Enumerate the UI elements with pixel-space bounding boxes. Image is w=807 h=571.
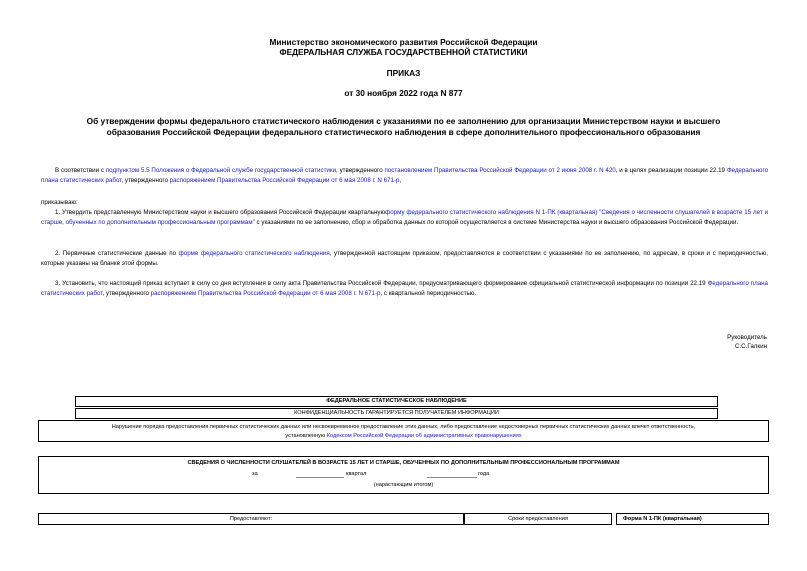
- quarter-field[interactable]: [296, 477, 344, 478]
- year-field[interactable]: [427, 477, 477, 478]
- form-report-box: [38, 456, 769, 494]
- link-regulation-5-5[interactable]: подпунктом 5.5 Положения о Федеральной службе государственной статистики: [105, 167, 337, 174]
- form-code-cell: Форма N 1-ПК (квартальная): [616, 513, 769, 525]
- deadlines-cell: Сроки предоставления: [464, 513, 612, 525]
- form-violation-box: [38, 420, 769, 442]
- service-heading: ФЕДЕРАЛЬНАЯ СЛУЖБА ГОСУДАРСТВЕННОЙ СТАТИСТИКИ: [279, 47, 528, 57]
- violation-text-2: установленную Кодексом Российской Федерации об административных правонарушениях: [285, 433, 522, 439]
- violation-text: Нарушение порядка предоставления первичных статистических данных или несвоевременное предоставление этих данных, либо предоставление недостоверных первичных статистических данных влечет ответственность,: [111, 424, 696, 430]
- signature-name: С.С.Галкин: [734, 343, 767, 350]
- paragraph-item-1: 1. Утвердить представленную Министерством науки и высшего образования Российской Федерации квартальнуюформу федерального статистического наблюдения N 1-ПК (квартальная) "Сведения о численности слушателей в возрасте 15 лет и старше, обученных по дополнительным профессиональным программам" с указаниями по ее заполнению, сбор и обработка данных по которой осуществляется в системе Министерства науки и высшего образования Российской Федерации.: [41, 209, 768, 226]
- cumulative-note: (нарастающим итогом): [373, 482, 434, 488]
- order-date: от 30 ноября 2022 года N 877: [344, 88, 463, 98]
- submitters-cell: Предоставляют:: [38, 513, 464, 525]
- signature-role: Руководитель: [727, 334, 767, 341]
- for-label: за: [252, 471, 258, 477]
- report-title: СВЕДЕНИЯ О ЧИСЛЕННОСТИ СЛУШАТЕЛЕЙ В ВОЗРАСТЕ 15 ЛЕТ И СТАРШЕ, ОБУЧЕННЫХ ПО ДОПОЛНИТЕЛЬНЫМ ПРОФЕССИОНАЛЬНЫМ ПРОГРАММАМ: [187, 460, 620, 466]
- form-fso-box: ФЕДЕРАЛЬНОЕ СТАТИСТИЧЕСКОЕ НАБЛЮДЕНИЕ: [75, 396, 718, 407]
- paragraph-basis: В соответствии с подпунктом 5.5 Положения о Федеральной службе государственной статистики, утвержденного постановлением Правительства Российской Федерации от 2 июня 2008 г. N 420, и в целях реализации позиции 22.19 Федерального плана статистических работ, утвержденного распоряжением Правительства Российской Федерации от 6 мая 2008 г. N 671-р,: [41, 167, 769, 184]
- link-order-671-r[interactable]: распоряжением Правительства Российской Федерации от 6 мая 2008 г. N 671-р: [169, 176, 400, 184]
- link-federal-plan[interactable]: Федерального плана статистических работ: [41, 167, 769, 184]
- link-admin-code[interactable]: Кодексом Российской Федерации об административных правонарушениях: [326, 433, 522, 439]
- link-federal-plan-2[interactable]: Федерального плана статистических работ: [41, 280, 768, 297]
- order-title: Об утверждении формы федерального статистического наблюдения с указаниями по ее заполнению для организации Министерством науки и высшего образования Российской Федерации федерального статистического наблюдения в сфере дополнительного профессионального образования: [86, 116, 721, 137]
- link-order-671-r-2[interactable]: распоряжением Правительства Российской Федерации от 6 мая 2008 г. N 671-р: [150, 289, 381, 297]
- year-label: года: [478, 471, 490, 477]
- quarter-label: квартал: [346, 471, 367, 477]
- link-form-observation[interactable]: форме федерального статистического наблюдения: [178, 250, 330, 257]
- order-heading: ПРИКАЗ: [386, 68, 421, 78]
- paragraph-item-2: 2. Первичные статистические данные по форме федерального статистического наблюдения, утвержденной настоящим приказом, предоставляются в соответствии с указаниями по ее заполнению, по адресам, в сроки и с периодичностью, которые указаны на бланке этой формы.: [41, 250, 768, 267]
- form-confidential-box: КОНФИДЕНЦИАЛЬНОСТЬ ГАРАНТИРУЕТСЯ ПОЛУЧАТЕЛЕМ ИНФОРМАЦИИ: [75, 408, 718, 419]
- ministry-heading: Министерство экономического развития Российской Федерации: [269, 37, 538, 47]
- paragraph-item-3: 3. Установить, что настоящий приказ вступает в силу со дня вступления в силу акта Правительства Российской Федерации, предусматривающего формирование официальной статистической информации по позиции 22.19 Федерального плана статистических работ, утвержденного распоряжением Правительства Российской Федерации от 6 мая 2008 г. N 671-р, с квартальной периодичностью.: [41, 280, 768, 297]
- ordering-word: приказываю:: [41, 199, 78, 206]
- link-resolution-420[interactable]: постановлением Правительства Российской Федерации от 2 июня 2008 г. N 420: [384, 167, 616, 174]
- link-form-1-pk[interactable]: форму федерального статистического наблюдения N 1-ПК (квартальная) "Сведения о численности слушателей в возрасте 15 лет и старше, обученных по дополнительным профессиональным программам": [41, 209, 768, 226]
